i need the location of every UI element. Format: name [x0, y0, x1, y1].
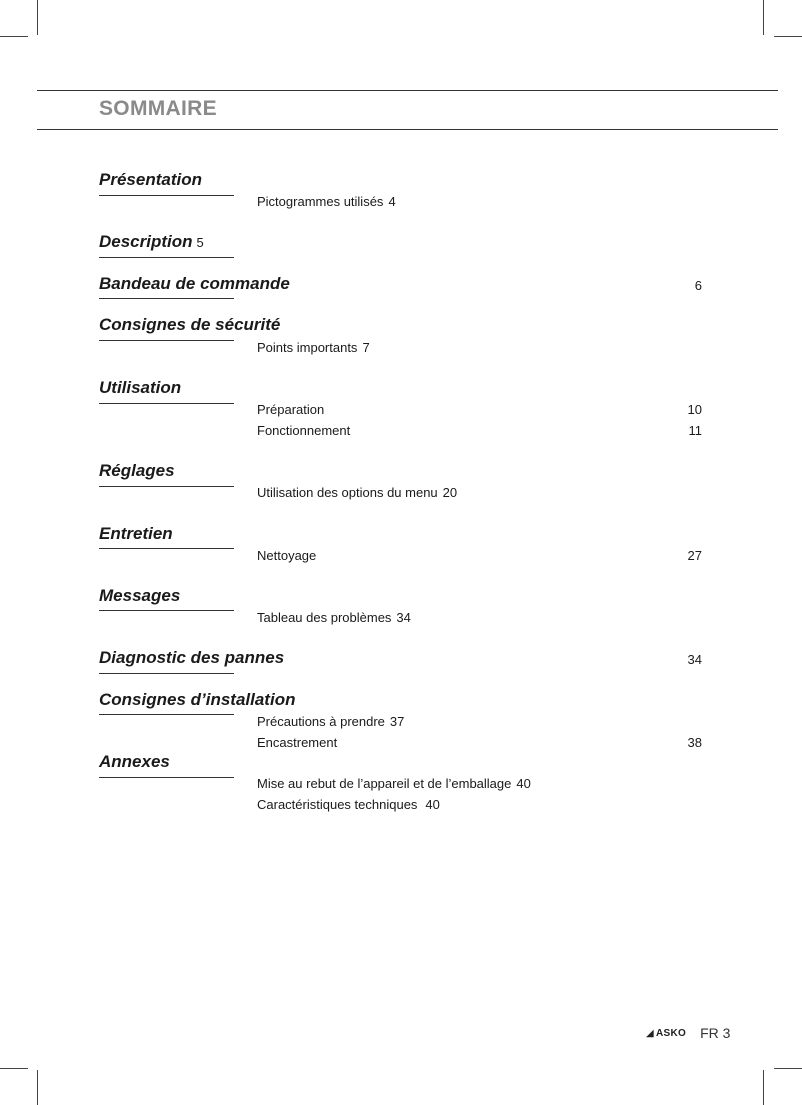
toc-entry-label: Points importants [257, 340, 358, 355]
toc-entry-page: 40 [516, 776, 531, 791]
header-top-rule [37, 90, 778, 91]
toc-entry-page: 4 [388, 194, 396, 209]
toc-section-title[interactable]: Messages [99, 586, 181, 605]
toc-entry-label: Pictogrammes utilisés [257, 194, 384, 209]
crop-mark [0, 1068, 28, 1069]
toc-entry-page: 7 [362, 340, 370, 355]
brand-logo [646, 1028, 686, 1039]
section-rule [99, 298, 234, 299]
toc-section-title[interactable]: Consignes d’installation [99, 690, 296, 709]
crop-mark [37, 0, 38, 35]
toc-entry-page: 34 [396, 610, 411, 625]
section-rule [99, 403, 234, 404]
page-footer [646, 1025, 730, 1041]
toc-entry[interactable] [257, 194, 396, 209]
toc-section-title[interactable]: Diagnostic des pannes [99, 648, 285, 667]
page-title: SOMMAIRE [99, 97, 217, 120]
toc-entry-page: 27 [687, 548, 702, 563]
toc-section-title[interactable]: Entretien [99, 524, 173, 543]
toc-entry-label: Utilisation des options du menu [257, 485, 438, 500]
section-rule [99, 673, 234, 674]
toc-section-label: Description [99, 232, 193, 251]
toc-entry-page: 10 [687, 402, 702, 417]
toc-section-title[interactable] [99, 232, 204, 252]
header-bottom-rule [37, 129, 778, 130]
section-rule [99, 714, 234, 715]
page-number: FR 3 [700, 1025, 731, 1041]
toc-entry[interactable] [257, 776, 531, 791]
toc-entry-page: 37 [389, 714, 405, 729]
section-rule [99, 340, 234, 341]
toc-section-title[interactable]: Bandeau de commande [99, 274, 290, 293]
crop-mark [763, 1070, 764, 1105]
section-rule [99, 548, 234, 549]
toc-entry[interactable] [257, 797, 440, 812]
toc-section-page: 6 [694, 278, 702, 293]
toc-entry-page: 38 [687, 735, 702, 750]
section-rule [99, 610, 234, 611]
toc-section-page: 5 [196, 235, 204, 250]
toc-entry-page: 40 [425, 797, 440, 812]
crop-mark [774, 36, 802, 37]
crop-mark [774, 1068, 802, 1069]
crop-mark [763, 0, 764, 35]
toc-entry-page: 20 [442, 485, 458, 500]
toc-section-title[interactable]: Présentation [99, 170, 202, 189]
toc-entry[interactable]: Encastrement [257, 735, 338, 750]
toc-entry-label: Précautions à prendre [257, 714, 385, 729]
section-rule [99, 195, 234, 196]
toc-entry[interactable] [257, 714, 404, 729]
section-rule [99, 777, 234, 778]
toc-section-title[interactable]: Consignes de sécurité [99, 315, 281, 334]
toc-section-title[interactable]: Utilisation [99, 378, 182, 397]
toc-entry[interactable]: Préparation [257, 402, 325, 417]
crop-mark [0, 36, 28, 37]
toc-section-title[interactable]: Réglages [99, 461, 175, 480]
brand-name: ASKO [656, 1027, 687, 1039]
crop-mark [37, 1070, 38, 1105]
asko-logo-icon: ◢ [646, 1027, 654, 1039]
toc-entry[interactable] [257, 485, 457, 500]
toc-entry[interactable] [257, 610, 411, 625]
toc-entry-page: 11 [688, 423, 702, 438]
toc-entry-label: Tableau des problèmes [257, 610, 392, 625]
toc-entry-label: Mise au rebut de l’appareil et de l’emballage [257, 776, 512, 791]
toc-section-page: 34 [687, 652, 702, 667]
toc-entry[interactable]: Nettoyage [257, 548, 317, 563]
toc-entry[interactable]: Fonctionnement [257, 423, 351, 438]
toc-entry[interactable] [257, 340, 370, 355]
toc-entry-label: Caractéristiques techniques [257, 797, 418, 812]
section-rule [99, 486, 234, 487]
section-rule [99, 257, 234, 258]
toc-section-title[interactable]: Annexes [99, 752, 170, 771]
